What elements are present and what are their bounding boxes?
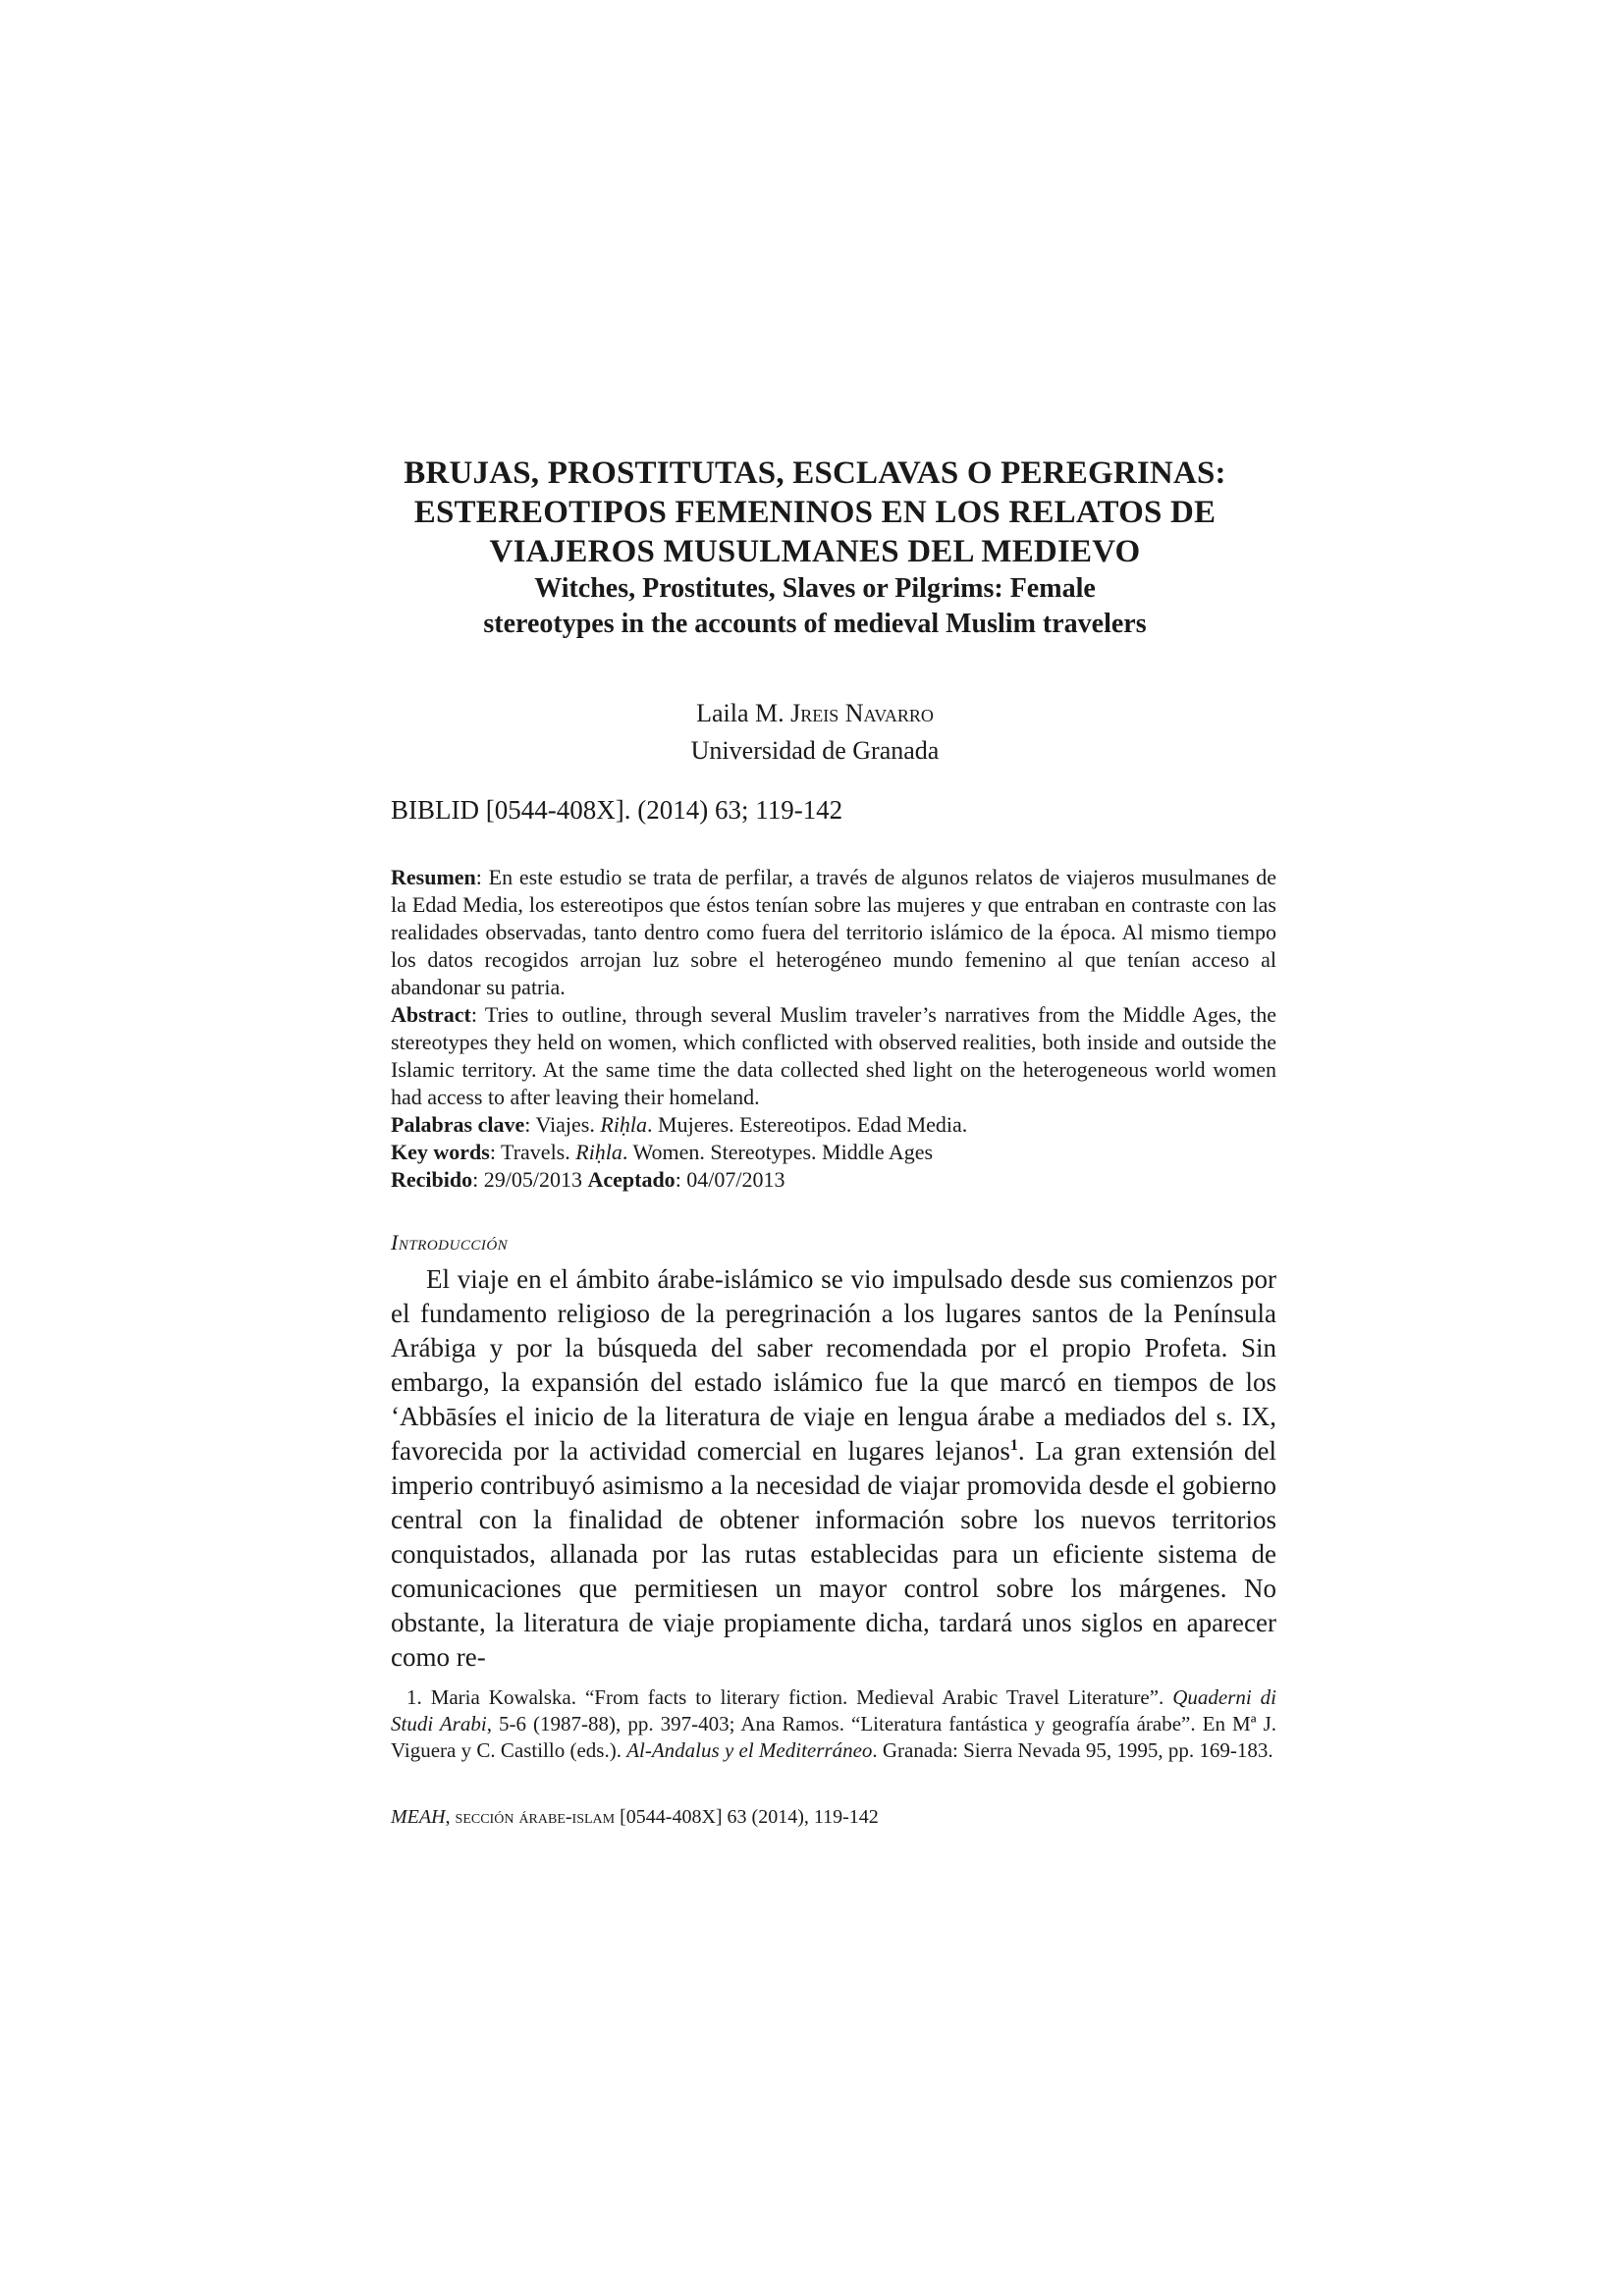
title-english-line-1: Witches, Prostitutes, Slaves or Pilgrims: Female	[534, 573, 1096, 604]
article-title	[324, 454, 1306, 642]
biblid-reference: BIBLID [0544-408X]. (2014) 63; 119-142	[391, 795, 843, 825]
footer-reference: [0544-408X] 63 (2014), 119-142	[615, 1806, 879, 1828]
palabras-clave-line	[391, 1111, 1276, 1139]
keywords-text-end: . Women. Stereotypes. Middle Ages	[622, 1140, 934, 1164]
footnote-text-3: . Granada: Sierra Nevada 95, 1995, pp. 169-183.	[872, 1738, 1273, 1762]
abstract-text: : Tries to outline, through several Muslim traveler’s narratives from the Middle Ages, the stereotypes they held on women, which conflicted with observed realities, both inside and outside the Islamic territory. At the same time the data collected shed light on the heterogeneous world women had access to after leaving their homeland.	[391, 1002, 1276, 1109]
dates-line	[391, 1166, 1276, 1194]
title-spanish-line-1: BRUJAS, PROSTITUTAS, ESCLAVAS O PEREGRINAS:	[404, 455, 1226, 491]
resumen-text: : En este estudio se trata de perfilar, a través de algunos relatos de viajeros musulmanes de la Edad Media, los estereotipos que éstos tenían sobre las mujeres y que entraban en contraste con las realidades observadas, tanto dentro como fuera del territorio islámico de la época. Al mismo tiempo los datos recogidos arrojan luz sobre el heterogéneo mundo femenino al que tenían acceso al abandonar su patria.	[391, 865, 1276, 999]
footnote-text-2: , 5-6 (1987-88), pp. 397-403; Ana Ramos. “Literatura fantástica y geografía árabe”. En Mª J. Viguera y C. Castillo (eds.).	[391, 1712, 1277, 1762]
title-spanish-line-2: ESTEREOTIPOS FEMENINOS EN LOS RELATOS DE	[413, 495, 1217, 530]
palabras-clave-label: Palabras clave	[391, 1112, 525, 1137]
body-paragraph	[391, 1262, 1276, 1675]
footer-section: , sección árabe-islam	[445, 1806, 616, 1828]
running-footer	[391, 1806, 879, 1829]
footnote-journal-title: Quaderni di Studi Arabi	[391, 1685, 1277, 1735]
title-english-line-2: stereotypes in the accounts of medieval Muslim travelers	[483, 609, 1147, 639]
keywords-italic: Riḥla	[575, 1140, 622, 1164]
author-block	[324, 695, 1306, 770]
footer-journal: MEAH	[391, 1806, 446, 1828]
keywords-line	[391, 1139, 1276, 1166]
aceptado-label: Aceptado	[587, 1167, 676, 1192]
author-name	[324, 695, 1306, 732]
abstract-block	[391, 864, 1276, 1194]
footnote-book-title: Al-Andalus y el Mediterráneo	[626, 1738, 873, 1762]
abstract-paragraph	[391, 1001, 1276, 1111]
body-text	[391, 1262, 1276, 1675]
footnote-number: 1	[406, 1685, 417, 1709]
keywords-text-start: : Travels.	[489, 1140, 576, 1164]
footnote-text-1: . Maria Kowalska. “From facts to literary fiction. Medieval Arabic Travel Literature”.	[416, 1685, 1173, 1709]
keywords-label: Key words	[391, 1140, 490, 1164]
resumen-label: Resumen	[391, 865, 476, 889]
footnote-reference[interactable]: 1	[1009, 1437, 1018, 1454]
author-surname: Jreis Navarro	[790, 699, 934, 727]
abstract-label: Abstract	[391, 1002, 471, 1027]
title-spanish-line-3: VIAJEROS MUSULMANES DEL MEDIEVO	[489, 534, 1141, 569]
body-paragraph-text-1: El viaje en el ámbito árabe-islámico se vio impulsado desde sus comienzos por el fundamento religioso de la peregrinación a los lugares santos de la Península Arábiga y por la búsqueda del saber recomendada por el propio Profeta. Sin embargo, la expansión del estado islámico fue la que marcó en tiempos de los ‘Abbāsíes el inicio de la literatura de viaje en lengua árabe a mediados del s. IX, favorecida por la actividad comercial en lugares lejanos	[391, 1264, 1276, 1466]
section-heading-introduccion: Introducción	[391, 1230, 509, 1255]
author-affiliation: Universidad de Granada	[690, 736, 940, 765]
resumen-paragraph	[391, 864, 1276, 1001]
palabras-clave-text-end: . Mujeres. Estereotipos. Edad Media.	[647, 1112, 968, 1137]
footnote-1	[391, 1684, 1276, 1764]
aceptado-date: : 04/07/2013	[675, 1167, 785, 1192]
body-paragraph-text-2: . La gran extensión del imperio contribuyó asimismo a la necesidad de viajar promovida desde el gobierno central con la finalidad de obtener información sobre los nuevos territorios conquistados, allanada por las rutas establecidas para un eficiente sistema de comunicaciones que permitiesen un mayor control sobre los márgenes. No obstante, la literatura de viaje propiamente dicha, tardará unos siglos en aparecer como re-	[391, 1436, 1276, 1672]
author-given-name: Laila M.	[696, 699, 784, 727]
recibido-date: : 29/05/2013	[472, 1167, 588, 1192]
palabras-clave-text-start: : Viajes.	[524, 1112, 601, 1137]
palabras-clave-italic: Riḥla	[600, 1112, 648, 1137]
recibido-label: Recibido	[391, 1167, 473, 1192]
footnote	[391, 1684, 1276, 1764]
